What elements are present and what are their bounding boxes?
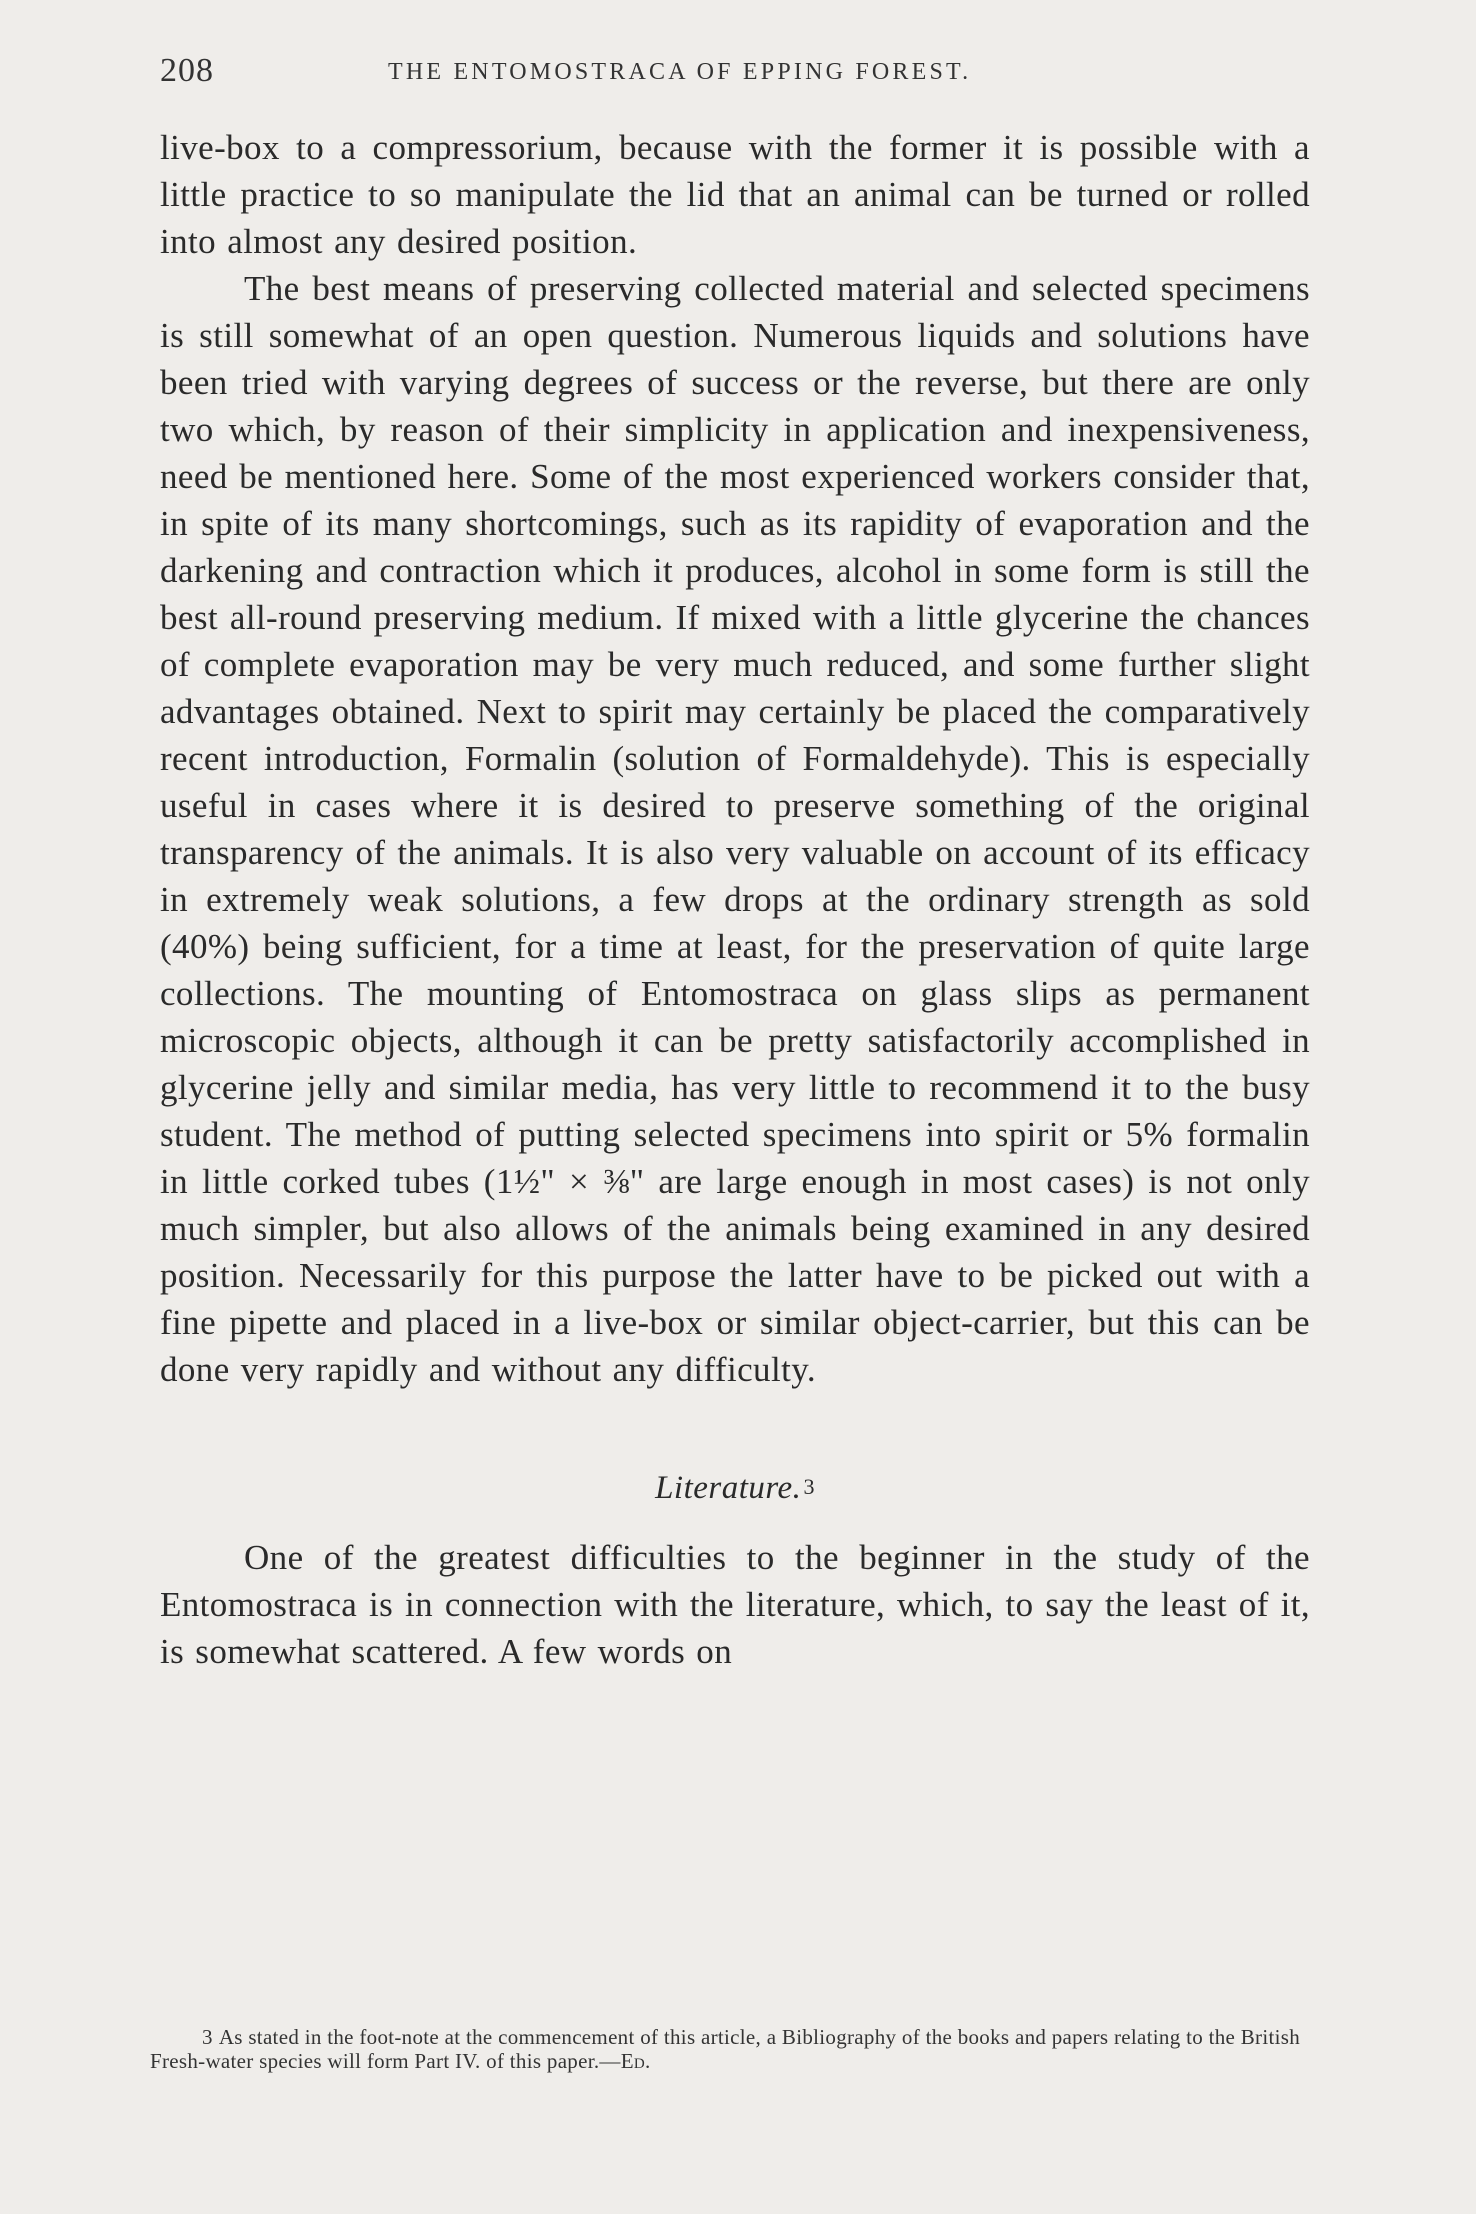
page-number: 208 <box>160 52 214 89</box>
footnote-text: As stated in the foot-note at the commencement of this article, a Bibliography of the books and papers relating to the British Fresh-water species will form Part IV. of this paper.— <box>150 2025 1300 2073</box>
footnote-number: 3 <box>202 2025 213 2049</box>
editor-mark: Ed. <box>620 2049 651 2073</box>
section-heading <box>160 1463 1310 1512</box>
paragraph-continuation: live-box to a compressorium, because with the former it is possible with a little practice to so manipulate the lid that an animal can be turned or rolled into almost any desired position. <box>160 128 1310 261</box>
body-text <box>160 124 1310 1675</box>
footnote <box>150 2025 1300 2073</box>
footnote-reference: 3 <box>803 1474 815 1499</box>
page-header <box>160 52 1310 102</box>
paragraph-literature: One of the greatest difficulties to the beginner in the study of the Entomostraca is in connection with the literature, which, to say the least of it, is somewhat scattered. A few words on <box>160 1538 1310 1671</box>
section-heading-text: Literature. <box>655 1470 802 1506</box>
paragraph-preserving-specimens: The best means of preserving collected material and selected specimens is still somewhat of an open question. Numerous liquids and solutions have been tried with varying degrees of success or the reverse, but there are only two which, by reason of their simplicity in application and inexpensiveness, need be mentioned here. Some of the most experienced workers consider that, in spite of its many shortcomings, such as its rapidity of evaporation and the darkening and contraction which it produces, alcohol in some form is still the best all-round preserving medium. If mixed with a little glycerine the chances of complete evaporation may be very much reduced, and some further slight advantages obtained. Next to spirit may certainly be placed the comparatively recent introduction, Formalin (solution of Formaldehyde). This is especially useful in cases where it is desired to preserve something of the original transparency of the animals. It is also very valuable on account of its efficacy in extremely weak solutions, a few drops at the ordinary strength as sold (40%) being sufficient, for a time at least, for the preservation of quite large collections. The mounting of Entomostraca on glass slips as permanent microscopic objects, although it can be pretty satisfactorily accomplished in glycerine jelly and similar media, has very little to recommend it to the busy student. The method of putting selected specimens into spirit or 5% formalin in little corked tubes (1½" × ⅜" are large enough in most cases) is not only much simpler, but also allows of the animals being examined in any desired position. Necessarily for this purpose the latter have to be picked out with a fine pipette and placed in a live-box or similar object-carrier, but this can be done very rapidly and without any difficulty. <box>160 269 1310 1389</box>
running-title: THE ENTOMOSTRACA OF EPPING FOREST. <box>388 59 972 85</box>
